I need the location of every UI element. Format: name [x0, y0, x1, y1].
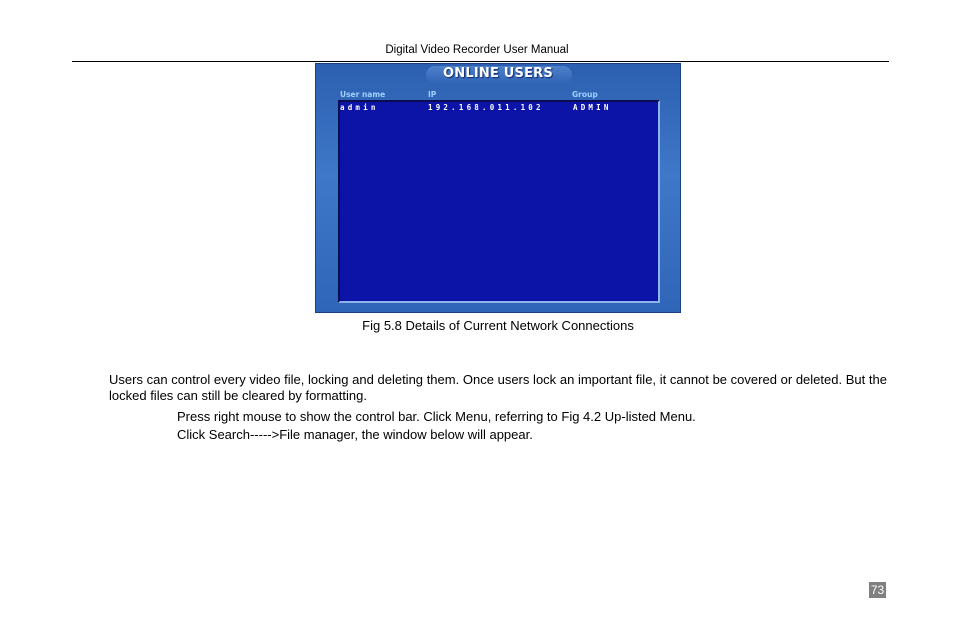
group-cell: ADMIN	[573, 103, 612, 112]
step-1: Press right mouse to show the control bar. Click Menu, referring to Fig 4.2 Up-listed Menu.	[177, 409, 696, 424]
user-name-cell: admin	[340, 103, 379, 112]
online-users-list[interactable]	[338, 100, 660, 303]
ip-cell: 192.168.011.102	[428, 103, 544, 112]
column-header-ip: IP	[428, 90, 437, 99]
online-users-window	[315, 63, 681, 313]
column-header-group: Group	[572, 90, 598, 99]
page-number: 73	[870, 583, 885, 597]
window-title: ONLINE USERS	[443, 66, 553, 81]
body-paragraph: Users can control every video file, locking and deleting them. Once users lock an important file, it cannot be covered or deleted. But the locked files can still be cleared by formatting.	[109, 372, 887, 403]
header-divider	[72, 61, 889, 62]
page-header-title: Digital Video Recorder User Manual	[385, 44, 569, 56]
column-header-user-name: User name	[340, 90, 386, 99]
figure-caption: Fig 5.8 Details of Current Network Connections	[362, 318, 634, 333]
step-2: Click Search----->File manager, the window below will appear.	[177, 427, 533, 442]
